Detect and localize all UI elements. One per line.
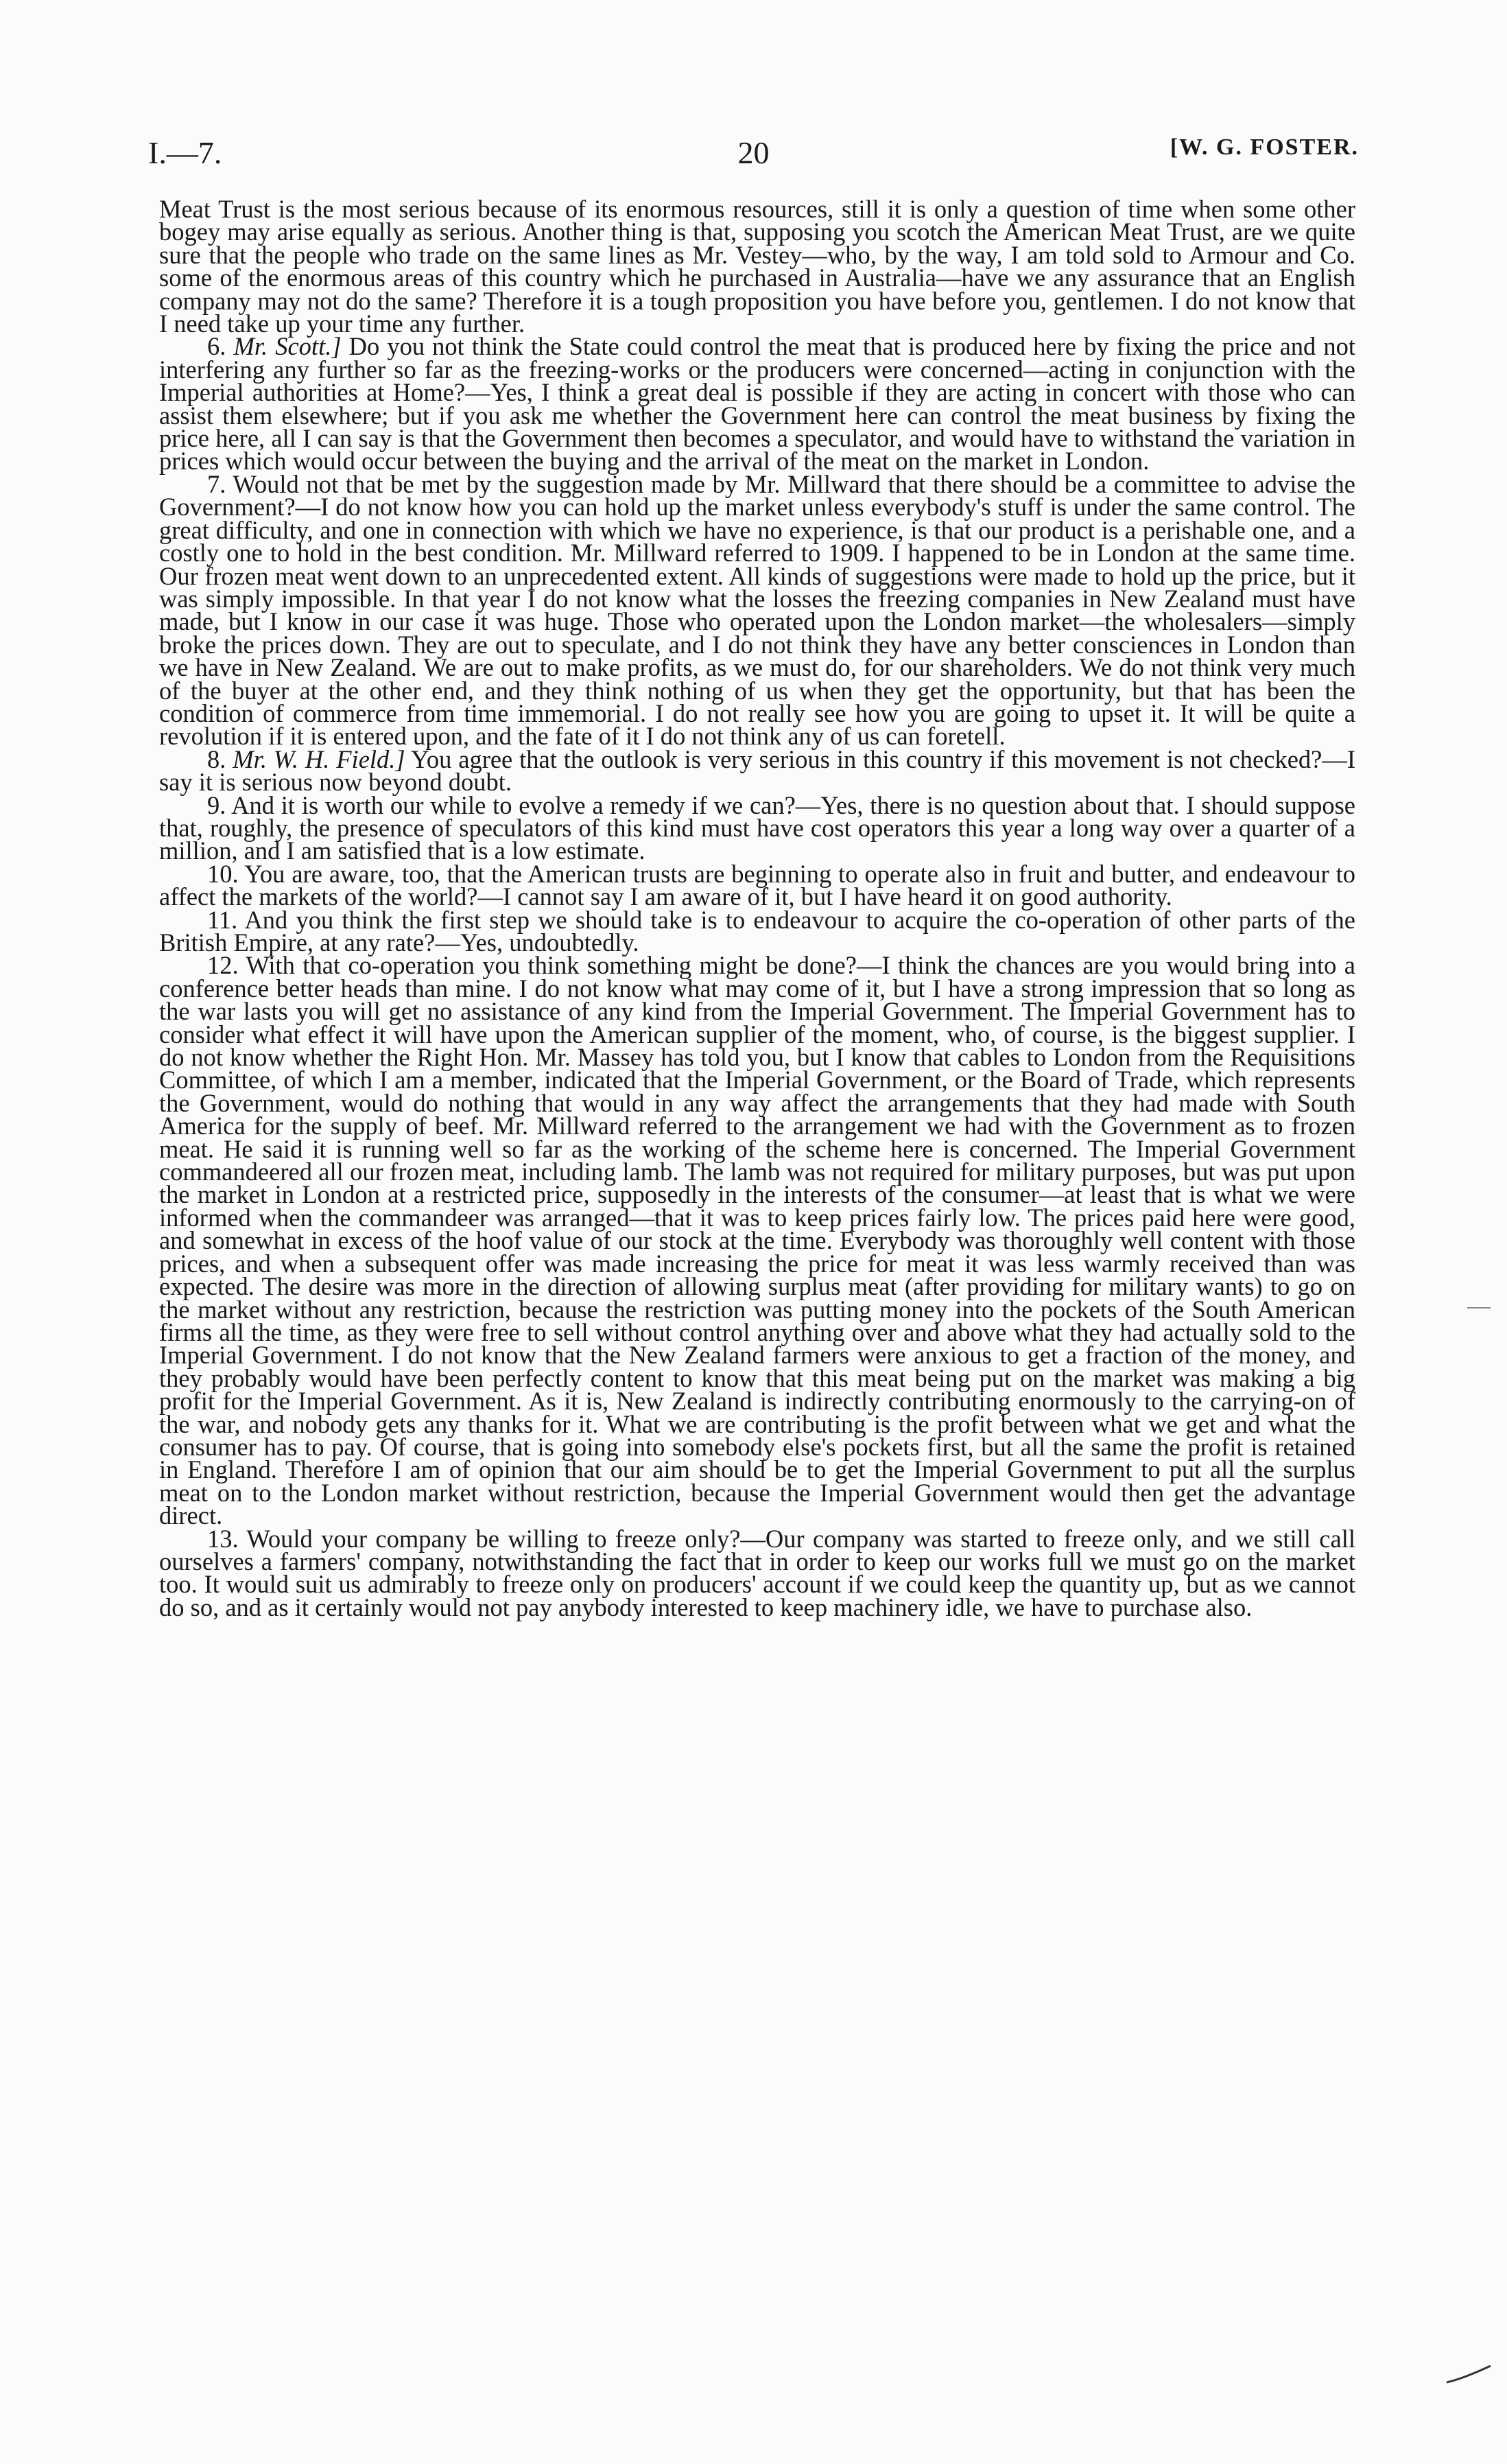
paragraph-text: With that co-operation you think something might be done?—I think the chances are you would bring into a conference better heads than mine. I do not know what may come of it, but I have a strong impression that so long as the war lasts you will get no assistance of any kind from the Imperial Government. The Imperial Government has to consider what effect it will have upon the American supplier of the moment, who, of course, is the biggest supplier. I do not know whether the Right Hon. Mr. Massey has told you, but I know that cables to London from the Requisitions Committee, of which I am a member, indicated that the Imperial Government, or the Board of Trade, which represents the Government, would do nothing that would in any way affect the arrangements that they had made with South America for the supply of beef. Mr. Millward referred to the arrangement we had with the Government as to frozen meat. He said it is running well so far as the working of the scheme here is concerned. The Imperial Government commandeered all our frozen meat, including lamb. The lamb was not required for military purposes, but was put upon the market in London at a restricted price, supposedly in the interests of the consumer—at least that is what we were informed when the commandeer was arranged—that it was to keep prices fairly low. The prices paid here were good, and somewhat in excess of the hoof value of our stock at the time. Everybody was thoroughly well content with those prices, and when a subsequent offer was made increasing the price for meat it was less warmly received than was expected. The desire was more in the direction of allowing surplus meat (after providing for military wants) to go on the market without any restriction, because the restriction was putting money into the pockets of the South American firms all the time, as they were free to sell without control anything over and above what they had actually sold to the Imperial Government. I do not know that the New Zealand farmers were anxious to get a fraction of the money, and they probably would have been perfectly content to know that this meat being put on the market was making a big profit for the Imperial Government. As it is, New Zealand is indirectly contributing enormously to the carrying-on of the war, and nobody gets any thanks for it. What we are contributing is the profit between what we get and what the consumer has to pay. Of course, that is going into somebody else's pockets first, but all the same the profit is retained in England. Therefore I am of opinion that our aim should be to get the Imperial Government to put all the surplus meat on to the London market without restriction, because the Imperial Government would then get the advantage direct.: [159, 951, 1355, 1530]
speaker-name: Mr. W. H. Field.]: [233, 744, 405, 773]
paragraph-text: Would not that be met by the suggestion made by Mr. Millward that there should be a committee to advise the Government?—I do not know how you can hold up the market unless everybody's stuff is under the same control. The great difficulty, and one in connection with which we have no experience, is that our product is a perishable one, and a costly one to hold in the best condition. Mr. Millward referred to 1909. I happened to be in London at the same time. Our frozen meat went down to an unprecedented extent. All kinds of suggestions were made to hold up the price, but it was simply impossible. In that year I do not know what the losses the freezing companies in New Zealand must have made, but I know in our case it was huge. Those who operated upon the London market—the wholesalers—simply broke the prices down. They are out to speculate, and I do not think they have any better consciences in London than we have in New Zealand. We are out to make profits, as we must do, for our shareholders. We do not think very much of the buyer at the other end, and they think nothing of us when they get the opportunity, but that has been the condition of commerce from time immemorial. I do not really see how you are going to upset it. It will be quite a revolution if it is entered upon, and the fate of it I do not think any of us can foretell.: [159, 469, 1355, 751]
question-7: [159, 469, 1355, 751]
question-number: 9.: [207, 790, 226, 819]
question-number: 13.: [207, 1524, 239, 1553]
question-8: [159, 744, 1356, 797]
paragraph-intro: [159, 195, 1355, 338]
question-number: 8.: [207, 744, 226, 773]
margin-dash-icon: [1466, 1304, 1493, 1312]
witness-name: [W. G. FOSTER.: [1170, 134, 1359, 160]
paragraph-text: Do you not think the State could control the meat that is produced here by fixing the price and not interfering any further so far as the freezing-works or the producers were concerned—acting in conjunction with the Imperial authorities at Home?—Yes, I think a great deal is possible if they are acting in concert with those who can assist them elsewhere; but if you ask me whether the Government here can control the meat business by fixing the price here, all I can say is that the Government then becomes a speculator, and would have to withstand the variation in prices which would occur between the buying and the arrival of the meat on the market in London.: [159, 332, 1356, 476]
question-11: [159, 905, 1355, 957]
paragraph-text: Meat Trust is the most serious because of its enormous resources, still it is only a question of time when some other bogey may arise equally as serious. Another thing is that, supposing you scotch the American Meat Trust, are we quite sure that the people who trade on the same lines as Mr. Vestey—who, by the way, I am told sold to Armour and Co. some of the enormous areas of this country which he purchased in Australia—have we any assurance that an English company may not do the same? Therefore it is a tough proposition you have before you, gentlemen. I do not know that I need take up your time any further.: [159, 195, 1355, 338]
page-body: [159, 195, 1356, 1621]
page-number: 20: [737, 135, 770, 170]
paragraph-text: You agree that the outlook is very serious in this country if this movement is not checked?—I say it is serious now beyond doubt.: [159, 744, 1356, 797]
paragraph-text: And you think the first step we should take is to endeavour to acquire the co-operation of other parts of the British Empire, at any rate?—Yes, undoubtedly.: [159, 905, 1355, 957]
question-number: 7.: [207, 469, 226, 498]
question-number: 12.: [207, 951, 239, 980]
document-reference: I.—7.: [148, 135, 222, 170]
margin-mark-icon: [1445, 2360, 1493, 2388]
question-number: 10.: [207, 859, 239, 888]
speaker-name: Mr. Scott.]: [233, 332, 342, 361]
question-12: [159, 951, 1355, 1530]
question-number: 11.: [207, 905, 238, 934]
question-10: [159, 859, 1355, 911]
paragraph-text: Would your company be willing to freeze only?—Our company was started to freeze only, and we still call ourselves a farmers' company, notwithstanding the fact that in order to keep our works full we must go on the market too. It would suit us admirably to freeze only on producers' account if we could keep the quantity up, but as we cannot do so, and as it certainly would not pay anybody interested to keep machinery idle, we have to purchase also.: [159, 1524, 1355, 1621]
paragraph-text: You are aware, too, that the American trusts are beginning to operate also in fruit and butter, and endeavour to affect the markets of the world?—I cannot say I am aware of it, but I have heard it on good authority.: [159, 859, 1355, 911]
question-number: 6.: [207, 332, 226, 361]
question-13: [159, 1524, 1355, 1621]
question-9: [159, 790, 1355, 865]
paragraph-text: And it is worth our while to evolve a remedy if we can?—Yes, there is no question about that. I should suppose that, roughly, the presence of speculators of this kind must have cost operators this year a long way over a quarter of a million, and I am satisfied that is a low estimate.: [159, 790, 1355, 865]
page-header: [148, 134, 1359, 183]
question-6: [159, 332, 1356, 476]
